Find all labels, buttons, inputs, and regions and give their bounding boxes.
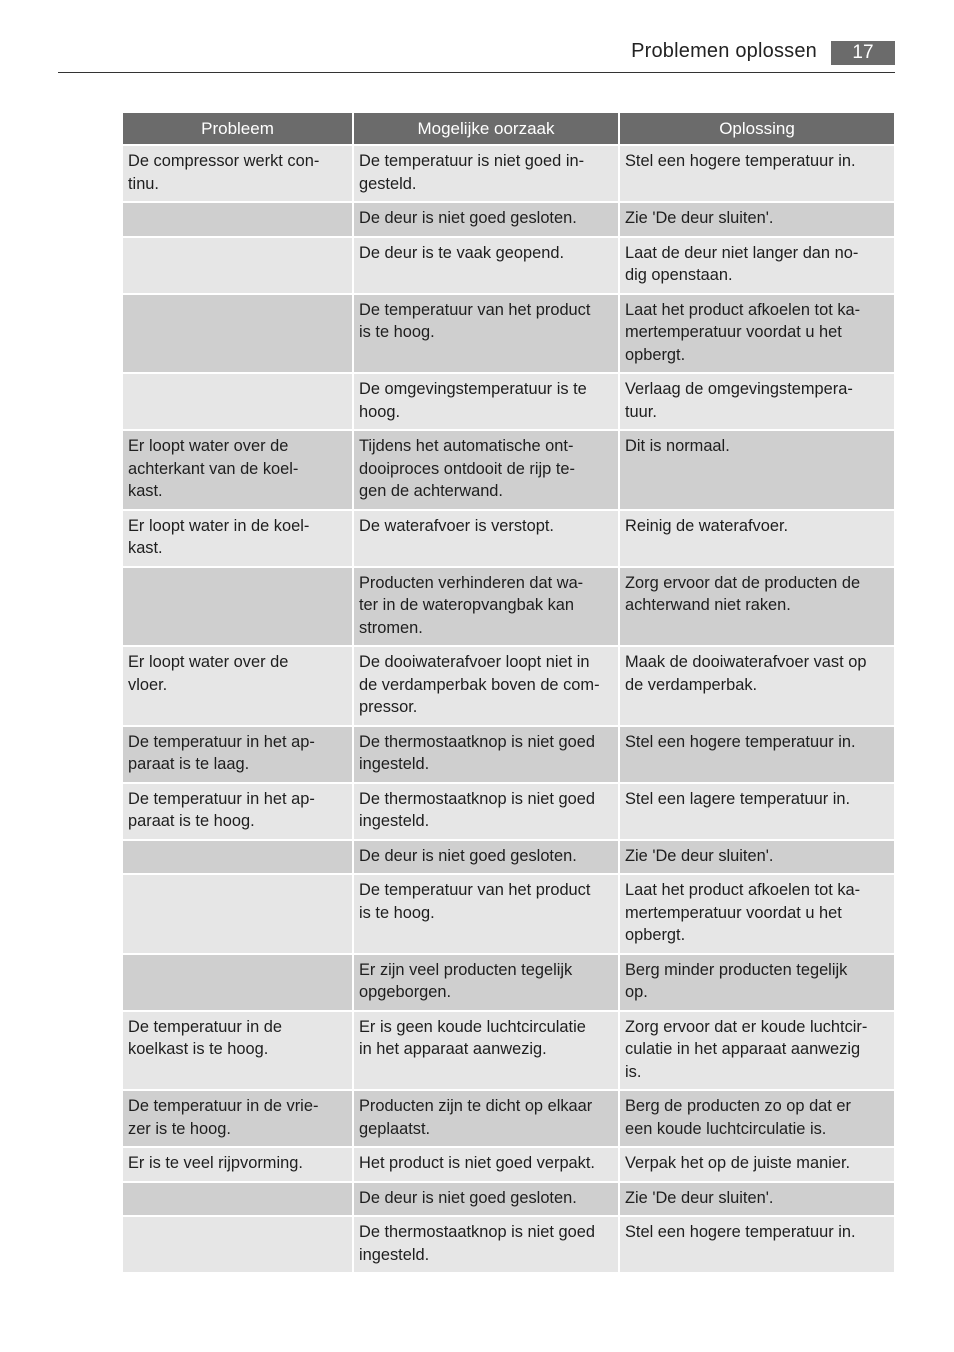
troubleshooting-table xyxy=(121,111,896,1274)
table-row xyxy=(123,955,894,1010)
problem-cell xyxy=(123,203,352,236)
table-row xyxy=(123,1183,894,1216)
table-row xyxy=(123,1091,894,1146)
problem-cell xyxy=(123,875,352,953)
problem-cell: Er loopt water over de vloer. xyxy=(123,647,352,725)
problem-cell: De temperatuur in de koelkast is te hoog. xyxy=(123,1012,352,1090)
problem-cell xyxy=(123,955,352,1010)
table-row xyxy=(123,431,894,509)
solution-cell: Berg de producten zo op dat er een koude luchtcirculatie is. xyxy=(620,1091,894,1146)
solution-cell: Verpak het op de juiste manier. xyxy=(620,1148,894,1181)
problem-cell xyxy=(123,238,352,293)
cause-cell: De deur is niet goed gesloten. xyxy=(354,203,618,236)
solution-cell: Maak de dooiwaterafvoer vast op de verdamperbak. xyxy=(620,647,894,725)
problem-cell: Er loopt water over de achterkant van de koel- kast. xyxy=(123,431,352,509)
solution-cell: Laat de deur niet langer dan no- dig openstaan. xyxy=(620,238,894,293)
problem-cell xyxy=(123,374,352,429)
cause-cell: De dooiwaterafvoer loopt niet in de verdamperbak boven de com- pressor. xyxy=(354,647,618,725)
cause-cell: De temperatuur van het product is te hoog. xyxy=(354,875,618,953)
solution-cell: Zorg ervoor dat de producten de achterwand niet raken. xyxy=(620,568,894,646)
problem-cell: De temperatuur in het ap- paraat is te laag. xyxy=(123,727,352,782)
cause-cell: Producten zijn te dicht op elkaar geplaatst. xyxy=(354,1091,618,1146)
column-header-problem: Probleem xyxy=(123,113,352,144)
solution-cell: Laat het product afkoelen tot ka- mertemperatuur voordat u het opbergt. xyxy=(620,295,894,373)
cause-cell: De deur is te vaak geopend. xyxy=(354,238,618,293)
cause-cell: De deur is niet goed gesloten. xyxy=(354,1183,618,1216)
solution-cell: Stel een hogere temperatuur in. xyxy=(620,146,894,201)
solution-cell: Stel een lagere temperatuur in. xyxy=(620,784,894,839)
solution-cell: Stel een hogere temperatuur in. xyxy=(620,1217,894,1272)
table-row xyxy=(123,238,894,293)
page-header xyxy=(58,36,895,73)
problem-cell: Er loopt water in de koel- kast. xyxy=(123,511,352,566)
cause-cell: De temperatuur is niet goed in- gesteld. xyxy=(354,146,618,201)
column-header-cause: Mogelijke oorzaak xyxy=(354,113,618,144)
solution-cell: Reinig de waterafvoer. xyxy=(620,511,894,566)
cause-cell: De waterafvoer is verstopt. xyxy=(354,511,618,566)
table-row xyxy=(123,841,894,874)
page-number: 17 xyxy=(831,41,895,65)
table-row xyxy=(123,1217,894,1272)
table-row xyxy=(123,1012,894,1090)
cause-cell: Er is geen koude luchtcirculatie in het apparaat aanwezig. xyxy=(354,1012,618,1090)
problem-cell xyxy=(123,1217,352,1272)
column-header-solution: Oplossing xyxy=(620,113,894,144)
table-row xyxy=(123,374,894,429)
page-title: Problemen oplossen xyxy=(631,40,817,62)
problem-cell: De temperatuur in de vrie- zer is te hoog. xyxy=(123,1091,352,1146)
solution-cell: Verlaag de omgevingstempera- tuur. xyxy=(620,374,894,429)
table-row xyxy=(123,1148,894,1181)
problem-cell xyxy=(123,568,352,646)
table-row xyxy=(123,568,894,646)
table-row xyxy=(123,146,894,201)
problem-cell: Er is te veel rijpvorming. xyxy=(123,1148,352,1181)
cause-cell: Het product is niet goed verpakt. xyxy=(354,1148,618,1181)
cause-cell: De thermostaatknop is niet goed ingesteld. xyxy=(354,784,618,839)
solution-cell: Zie 'De deur sluiten'. xyxy=(620,1183,894,1216)
cause-cell: De thermostaatknop is niet goed ingesteld. xyxy=(354,727,618,782)
solution-cell: Zie 'De deur sluiten'. xyxy=(620,203,894,236)
cause-cell: Producten verhinderen dat wa- ter in de wateropvangbak kan stromen. xyxy=(354,568,618,646)
cause-cell: De omgevingstemperatuur is te hoog. xyxy=(354,374,618,429)
cause-cell: De deur is niet goed gesloten. xyxy=(354,841,618,874)
problem-cell xyxy=(123,295,352,373)
cause-cell: Tijdens het automatische ont- dooiproces ontdooit de rijp te- gen de achterwand. xyxy=(354,431,618,509)
table-row xyxy=(123,511,894,566)
cause-cell: Er zijn veel producten tegelijk opgeborgen. xyxy=(354,955,618,1010)
solution-cell: Dit is normaal. xyxy=(620,431,894,509)
table-row xyxy=(123,784,894,839)
solution-cell: Berg minder producten tegelijk op. xyxy=(620,955,894,1010)
table-row xyxy=(123,727,894,782)
problem-cell xyxy=(123,841,352,874)
cause-cell: De thermostaatknop is niet goed ingesteld. xyxy=(354,1217,618,1272)
problem-cell: De temperatuur in het ap- paraat is te hoog. xyxy=(123,784,352,839)
problem-cell xyxy=(123,1183,352,1216)
solution-cell: Zorg ervoor dat er koude luchtcir- culatie in het apparaat aanwezig is. xyxy=(620,1012,894,1090)
cause-cell: De temperatuur van het product is te hoog. xyxy=(354,295,618,373)
solution-cell: Laat het product afkoelen tot ka- mertemperatuur voordat u het opbergt. xyxy=(620,875,894,953)
table-row xyxy=(123,203,894,236)
problem-cell: De compressor werkt con- tinu. xyxy=(123,146,352,201)
table-row xyxy=(123,647,894,725)
table-header-row xyxy=(123,113,894,144)
table-row xyxy=(123,295,894,373)
solution-cell: Stel een hogere temperatuur in. xyxy=(620,727,894,782)
solution-cell: Zie 'De deur sluiten'. xyxy=(620,841,894,874)
table-row xyxy=(123,875,894,953)
